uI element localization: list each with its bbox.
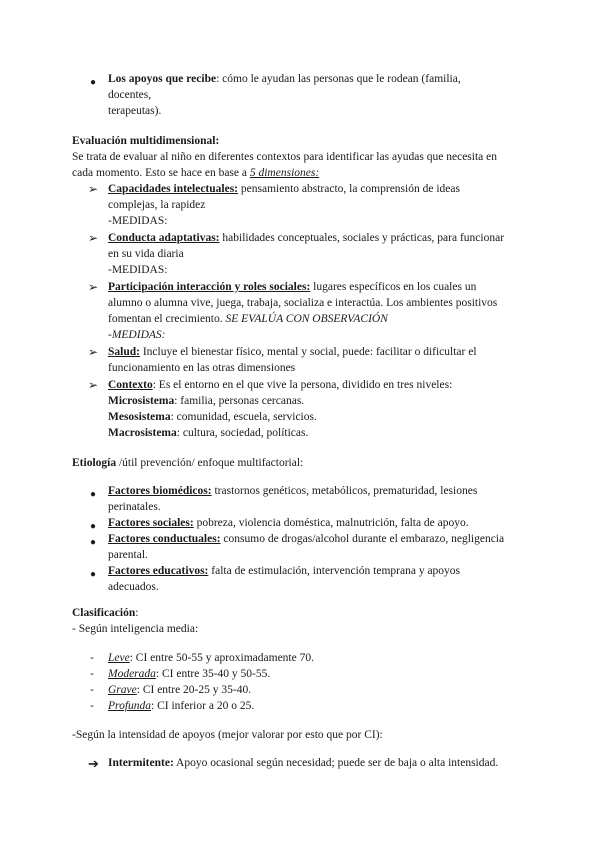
arrowhead-bullet-icon: ➢	[88, 378, 99, 392]
context-level-text: : familia, personas cercanas.	[174, 395, 305, 407]
support-line3: terapeutas).	[108, 105, 162, 117]
dimension-measures: -MEDIDAS:	[108, 264, 168, 276]
dimension-text-line: en su vida diaria	[108, 248, 184, 260]
dash-bullet-icon: -	[90, 652, 94, 664]
factor-label: Factores educativos:	[108, 565, 209, 577]
dimension-label: Salud:	[108, 346, 140, 358]
observation-note: SE EVALÚA CON OBSERVACIÓN	[225, 313, 388, 325]
dimension-item	[108, 345, 477, 361]
support-bullet-line	[108, 72, 461, 88]
context-level-label: Macrosistema	[108, 427, 177, 439]
arrowhead-bullet-icon: ➢	[88, 345, 99, 359]
dimension-text: lugares específicos en los cuales un	[310, 281, 477, 293]
eval-heading: Evaluación multidimensional:	[72, 135, 220, 147]
dimension-label: Contexto	[108, 379, 153, 391]
dimension-item	[108, 231, 504, 247]
eval-intro-line1: Se trata de evaluar al niño en diferentes contextos para identificar las ayudas que necesita en	[72, 151, 497, 163]
dimension-text-line: complejas, la rapidez	[108, 199, 206, 211]
level-text: : CI entre 50-55 y aproximadamente 70.	[129, 652, 314, 664]
eval-dimensions-count: 5 dimensiones:	[249, 167, 320, 179]
eval-intro-line2	[72, 166, 319, 182]
factor-text: pobreza, violencia doméstica, malnutrición, falta de apoyo.	[193, 517, 469, 529]
level-text: : CI inferior a 20 o 25.	[151, 700, 255, 712]
dimension-item	[108, 280, 476, 296]
intensity-item	[108, 756, 498, 772]
level-item	[108, 667, 270, 683]
context-level-text: : comunidad, escuela, servicios.	[170, 411, 317, 423]
dash-bullet-icon: -	[90, 668, 94, 680]
dimension-text: Incluye el bienestar físico, mental y social, puede: facilitar o dificultar el	[139, 346, 477, 358]
dimension-label: Participación interacción y roles sociales:	[108, 281, 311, 293]
context-level	[108, 426, 308, 442]
intensity-text: Apoyo ocasional según necesidad; puede ser de baja o alta intensidad.	[173, 757, 499, 769]
factor-text-line: parental.	[108, 549, 148, 561]
support-label: Los apoyos que recibe	[108, 73, 217, 85]
level-label: Profunda	[108, 700, 152, 712]
dimension-text-line: alumno o alumna vive, juega, trabaja, socializa e interactúa. Los ambientes positivos	[108, 297, 498, 309]
factor-item	[108, 484, 477, 500]
right-arrow-icon: ➔	[88, 756, 99, 771]
context-level-label: Microsistema	[108, 395, 175, 407]
level-label: Grave	[108, 684, 137, 696]
dash-bullet-icon: -	[90, 700, 94, 712]
factor-label: Factores conductuales:	[108, 533, 221, 545]
level-label: Moderada	[108, 668, 156, 680]
etiology-label: Etiología	[72, 457, 117, 469]
level-item	[108, 699, 254, 715]
classification-colon: :	[135, 607, 139, 619]
level-text: : CI entre 20-25 y 35-40.	[136, 684, 252, 696]
bullet-dot-icon: ●	[90, 569, 97, 580]
dimension-text-line: funcionamiento en las otras dimensiones	[108, 362, 296, 374]
context-level-text: : cultura, sociedad, políticas.	[176, 427, 309, 439]
classification-sub-heading: - Según inteligencia media:	[72, 623, 199, 635]
level-item	[108, 683, 251, 699]
factor-text-line: adecuados.	[108, 581, 159, 593]
bullet-dot-icon: ●	[90, 521, 97, 532]
context-level-label: Mesosistema	[108, 411, 171, 423]
level-text: : CI entre 35-40 y 50-55.	[155, 668, 271, 680]
factor-label: Factores biomédicos:	[108, 485, 212, 497]
bullet-dot-icon: ●	[90, 77, 97, 88]
dimension-label: Capacidades intelectuales:	[108, 183, 239, 195]
context-level	[108, 394, 304, 410]
dimension-measures: -MEDIDAS:	[108, 215, 168, 227]
support-text: : cómo le ayudan las personas que le rodean (familia,	[216, 73, 461, 85]
dimension-text: pensamiento abstracto, la comprensión de ideas	[238, 183, 460, 195]
dimension-text-line	[108, 312, 388, 328]
context-level	[108, 410, 317, 426]
dimension-text: : Es el entorno en el que vive la persona, dividido en tres niveles:	[152, 379, 453, 391]
factor-text: consumo de drogas/alcohol durante el embarazo, negligencia	[220, 533, 505, 545]
dimension-item	[108, 378, 452, 394]
factor-label: Factores sociales:	[108, 517, 194, 529]
dimension-text: fomentan el crecimiento.	[108, 313, 226, 325]
etiology-text: /útil prevención/ enfoque multifactorial:	[116, 457, 304, 469]
dimension-label: Conducta adaptativas:	[108, 232, 220, 244]
arrowhead-bullet-icon: ➢	[88, 182, 99, 196]
classification-heading	[72, 606, 138, 622]
bullet-dot-icon: ●	[90, 537, 97, 548]
level-label: Leve	[108, 652, 130, 664]
bullet-dot-icon: ●	[90, 489, 97, 500]
factor-item	[108, 516, 469, 532]
level-item	[108, 651, 314, 667]
factor-item	[108, 564, 460, 580]
factor-text: trastornos genéticos, metabólicos, prematuridad, lesiones	[211, 485, 478, 497]
dimension-item	[108, 182, 460, 198]
classification-label: Clasificación	[72, 607, 136, 619]
arrowhead-bullet-icon: ➢	[88, 231, 99, 245]
eval-intro2-text: cada momento. Esto se hace en base a	[72, 167, 250, 179]
etiology-heading	[72, 456, 303, 472]
support-line2: docentes,	[108, 89, 152, 101]
dimension-text: habilidades conceptuales, sociales y prácticas, para funcionar	[219, 232, 505, 244]
support-intensity-heading: -Según la intensidad de apoyos (mejor valorar por esto que por CI):	[72, 729, 383, 741]
intensity-label: Intermitente:	[108, 757, 174, 769]
dimension-measures: -MEDIDAS:	[108, 329, 166, 341]
factor-text-line: perinatales.	[108, 501, 161, 513]
factor-text: falta de estimulación, intervención temprana y apoyos	[208, 565, 461, 577]
arrowhead-bullet-icon: ➢	[88, 280, 99, 294]
dash-bullet-icon: -	[90, 684, 94, 696]
factor-item	[108, 532, 504, 548]
